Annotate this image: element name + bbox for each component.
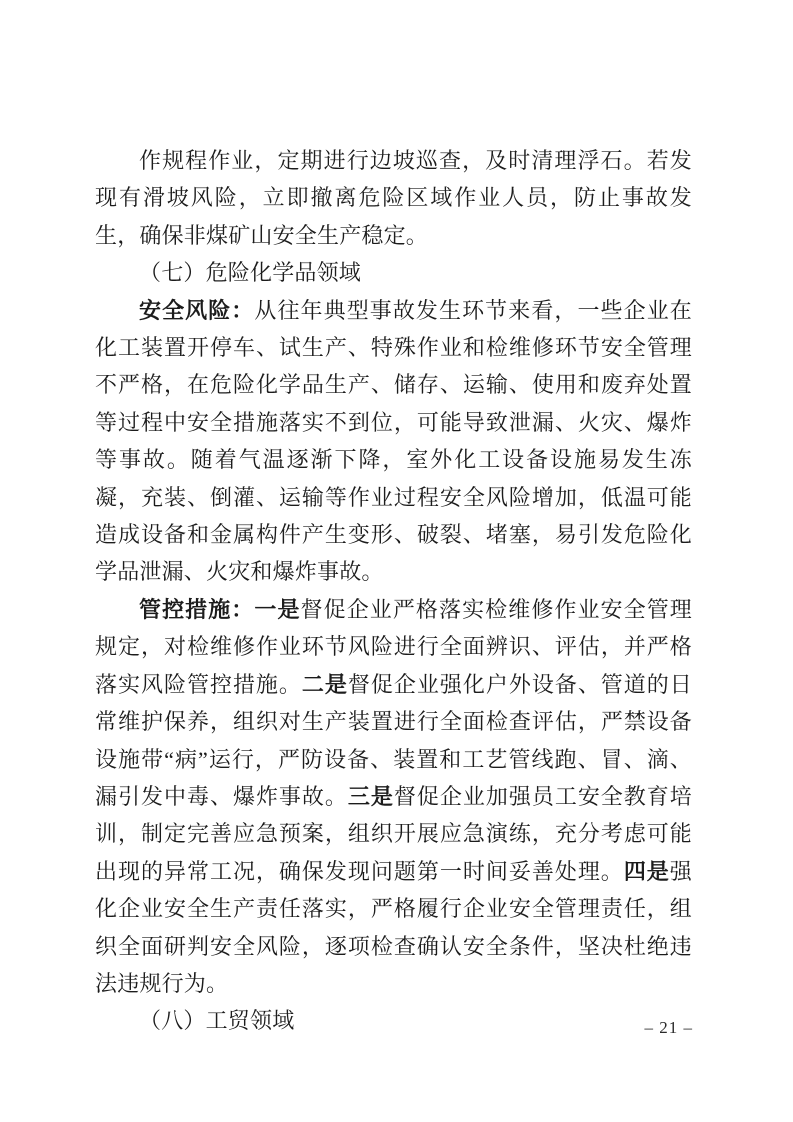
bold-text-run: 安全风险： [139, 297, 255, 323]
bold-text-run: 四是 [623, 858, 670, 884]
bold-text-run: 三是 [347, 783, 394, 809]
text-run: 作规程作业，定期进行边坡巡查，及时清理浮石。若发现有滑坡风险，立即撤离危险区域作业人员，防止事故发生，确保非煤矿山安全生产稳定。 [95, 148, 692, 248]
text-run: 从往年典型事故发生环节来看，一些企业在化工装置开停车、试生产、特殊作业和检维修环节安全管理不严格，在危险化学品生产、储存、运输、使用和废弃处置等过程中安全措施落实不到位，可能导致泄漏、火灾、爆炸等事故。随着气温逐渐下降，室外化工设备设施易发生冻凝，充装、倒灌、运输等作业过程安全风险增加，低温可能造成设备和金属构件产生变形、破裂、堵塞，易引发危险化学品泄漏、火灾和爆炸事故。 [95, 297, 692, 585]
section-heading [95, 254, 692, 291]
bold-text-run: 管控措施：一是 [139, 596, 301, 622]
page-number: – 21 – [644, 1018, 693, 1037]
document-body [95, 142, 692, 1040]
text-run: 强化企业安全生产责任落实，严格履行企业安全管理责任，组织全面研判安全风险，逐项检查确认安全条件，坚决杜绝违法违规行为。 [95, 858, 692, 996]
bold-text-run: 二是 [301, 671, 348, 697]
section-heading [95, 1002, 692, 1039]
text-run: （七）危险化学品领域 [139, 260, 362, 286]
text-run: 督促企业强化户外设备、管道的日常维护保养，组织对生产装置进行全面检查评估，严禁设备设施带“病”运行，严防设备、装置和工艺管线跑、冒、滴、漏引发中毒、爆炸事故。 [95, 671, 692, 809]
text-run: 督促企业加强员工安全教育培训，制定完善应急预案，组织开展应急演练，充分考虑可能出现的异常工况，确保发现问题第一时间妥善处理。 [95, 783, 692, 884]
text-run: 督促企业严格落实检维修作业安全管理规定，对检维修作业环节风险进行全面辨识、评估，并严格落实风险管控措施。 [95, 596, 692, 697]
paragraph [95, 292, 692, 591]
paragraph [95, 142, 692, 254]
paragraph [95, 591, 692, 1002]
text-run: （八）工贸领域 [139, 1008, 295, 1034]
